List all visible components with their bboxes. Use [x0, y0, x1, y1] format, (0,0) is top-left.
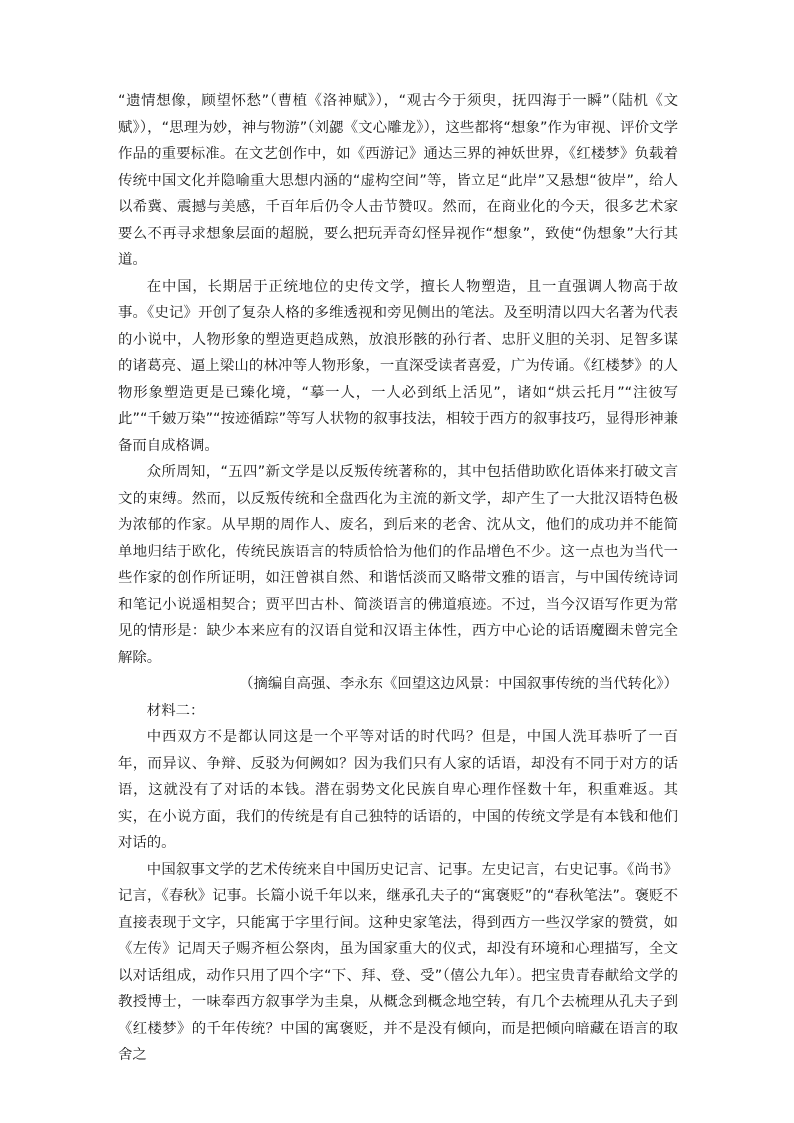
- source-citation: （摘编自高强、李永东《回望这边风景：中国叙事传统的当代转化》）: [239, 676, 678, 692]
- paragraph-2: 在中国，长期居于正统地位的史传文学，擅长人物塑造，且一直强调人物高于故事。《史记》开创了复杂人格的多维透视和旁见侧出的笔法。及至明清以四大名著为代表的小说中，人物形象的塑造更趋成熟，放浪形骸的孙行者、忠肝义胆的关羽、足智多谋的诸葛亮、逼上梁山的林冲等人物形象，一直深受读者喜爱，广为传诵。《红楼梦》的人物形象塑造更是已臻化境，“摹一人，一人必到纸上活见”，诸如“烘云托月”“注彼写此”“千皴万染”“按迹循踪”等写人状物的叙事技法，相较于西方的叙事技巧，显得形神兼备而自成格调。: [118, 278, 678, 454]
- material-two-heading: 材料二：: [146, 702, 205, 719]
- document-page: [118, 88, 678, 1069]
- paragraph-4: 中西双方不是都认同这是一个平等对话的时代吗？但是，中国人洗耳恭听了一百年，而异议、争辩、反驳为何阙如？因为我们只有人家的话语，却没有不同于对方的话语，这就没有了对话的本钱。潜在弱势文化民族自卑心理作怪数十年，积重难返。其实，在小说方面，我们的传统是有自己独特的话语的，中国的传统文学是有本钱和他们对话的。: [118, 729, 678, 851]
- paragraph-1: “遗情想像，顾望怀愁”（曹植《洛神赋》），“观古今于须臾，抚四海于一瞬”（陆机《文赋》），“思理为妙，神与物游”（刘勰《文心雕龙》），这些都将“想象”作为审视、评价文学作品的重要标准。在文艺创作中，如《西游记》通达三界的神妖世界，《红楼梦》负载着传统中国文化并隐喻重大思想内涵的“虚构空间”等，皆立足“此岸”又悬想“彼岸”，给人以希冀、震撼与美感，千百年后仍令人击节赞叹。然而，在商业化的今天，很多艺术家要么不再寻求想象层面的超脱，要么把玩弄奇幻怪异视作“想象”，致使“伪想象”大行其道。: [118, 93, 678, 268]
- paragraph-3: 众所周知，“五四”新文学是以反叛传统著称的，其中包括借助欧化语体来打破文言文的束缚。然而，以反叛传统和全盘西化为主流的新文学，却产生了一大批汉语特色极为浓郁的作家。从早期的周作人、废名，到后来的老舍、沈从文，他们的成功并不能简单地归结于欧化，传统民族语言的特质恰恰为他们的作品增色不少。这一点也为当代一些作家的创作所证明，如汪曾祺自然、和谐恬淡而又略带文雅的语言，与中国传统诗词和笔记小说遥相契合；贾平凹古朴、简淡语言的佛道痕迹。不过，当今汉语写作更为常见的情形是：缺少本来应有的汉语自觉和汉语主体性，西方中心论的话语魔圈未曾完全解除。: [118, 464, 678, 666]
- paragraph-5: 中国叙事文学的艺术传统来自中国历史记言、记事。左史记言，右史记事。《尚书》记言，《春秋》记事。长篇小说千年以来，继承孔夫子的“寓褒贬”的“春秋笔法”。褒贬不直接表现于文字，只能寓于字里行间。这种史家笔法，得到西方一些汉学家的赞赏，如《左传》记周天子赐齐桓公祭肉，虽为国家重大的仪式，却没有环境和心理描写，全文以对话组成，动作只用了四个字“下、拜、登、受”（僖公九年）。把宝贵青春献给文学的教授博士，一味奉西方叙事学为圭臬，从概念到概念地空转，有几个去梳理从孔夫子到《红楼梦》的千年传统？中国的寓褒贬，并不是没有倾向，而是把倾向暗藏在语言的取舍之: [118, 861, 678, 1063]
